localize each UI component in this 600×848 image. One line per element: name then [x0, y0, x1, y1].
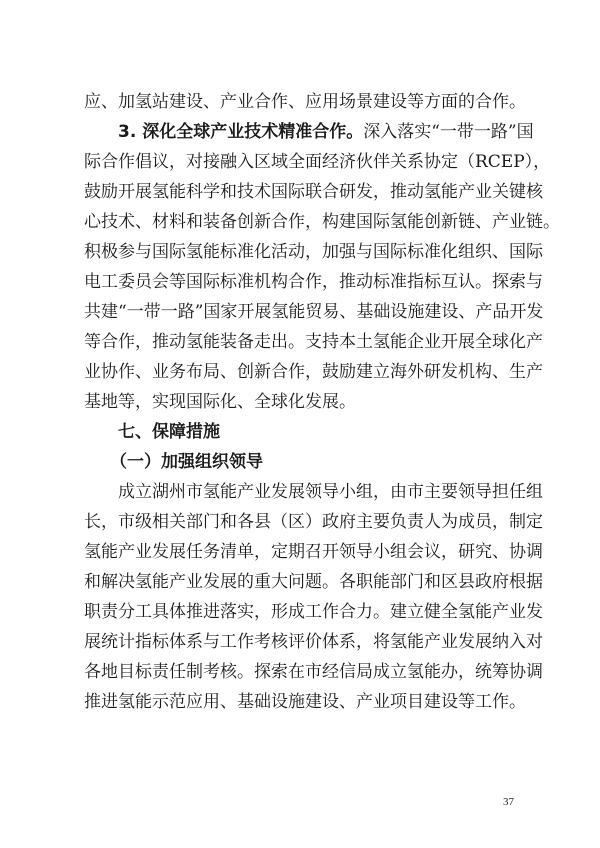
body-text-line: 和解决氢能产业发展的重大问题。各职能部门和区县政府根据 [84, 572, 543, 592]
body-text-line: 业协作、业务布局、创新合作，鼓励建立海外研发机构、生产 [84, 362, 543, 382]
body-text-line: 职责分工具体推进落实，形成工作合力。建立健全氢能产业发 [84, 602, 543, 622]
body-text-line: 鼓励开展氢能科学和技术国际联合研发，推动氢能产业关键核 [84, 182, 543, 202]
body-text-line: 心技术、材料和装备创新合作，构建国际氢能创新链、产业链。 [84, 212, 560, 232]
page-number: 37 [503, 796, 514, 808]
body-text-line: 各地目标责任制考核。探索在市经信局成立氢能办，统筹协调 [84, 662, 543, 682]
body-text-line: 等合作，推动氢能装备走出。支持本土氢能企业开展全球化产 [84, 332, 543, 352]
body-text-line: 展统计指标体系与工作考核评价体系，将氢能产业发展纳入对 [84, 632, 543, 652]
body-text-line: 长，市级相关部门和各县（区）政府主要负责人为成员，制定 [84, 512, 543, 532]
section-3-heading: 3. 深化全球产业技术精准合作。 [118, 122, 364, 142]
body-text-line: 基地等，实现国际化、全球化发展。 [84, 392, 356, 412]
body-text-line: 成立湖州市氢能产业发展领导小组，由市主要领导担任组 [118, 482, 543, 502]
body-text-line: 推进氢能示范应用、基础设施建设、产业项目建设等工作。 [84, 692, 526, 712]
section-3-first-line-text: 深入落实“一带一路”国 [363, 122, 534, 142]
subsection-heading: （一）加强组织领导 [110, 452, 263, 472]
body-text-line: 积极参与国际氢能标准化活动，加强与国际标准化组织、国际 [84, 242, 543, 262]
body-text-line: 应、加氢站建设、产业合作、应用场景建设等方面的合作。 [84, 92, 526, 112]
chapter-heading: 七、保障措施 [118, 422, 220, 442]
body-text-line: 共建“一带一路”国家开展氢能贸易、基础设施建设、产品开发 [84, 302, 544, 322]
section-3-first-line [118, 122, 534, 142]
body-text-line: 际合作倡议，对接融入区域全面经济伙伴关系协定（RCEP）， [84, 152, 551, 172]
body-text-line: 氢能产业发展任务清单，定期召开领导小组会议，研究、协调 [84, 542, 543, 562]
body-text-line: 电工委员会等国际标准机构合作，推动标准指标互认。探索与 [84, 272, 543, 292]
